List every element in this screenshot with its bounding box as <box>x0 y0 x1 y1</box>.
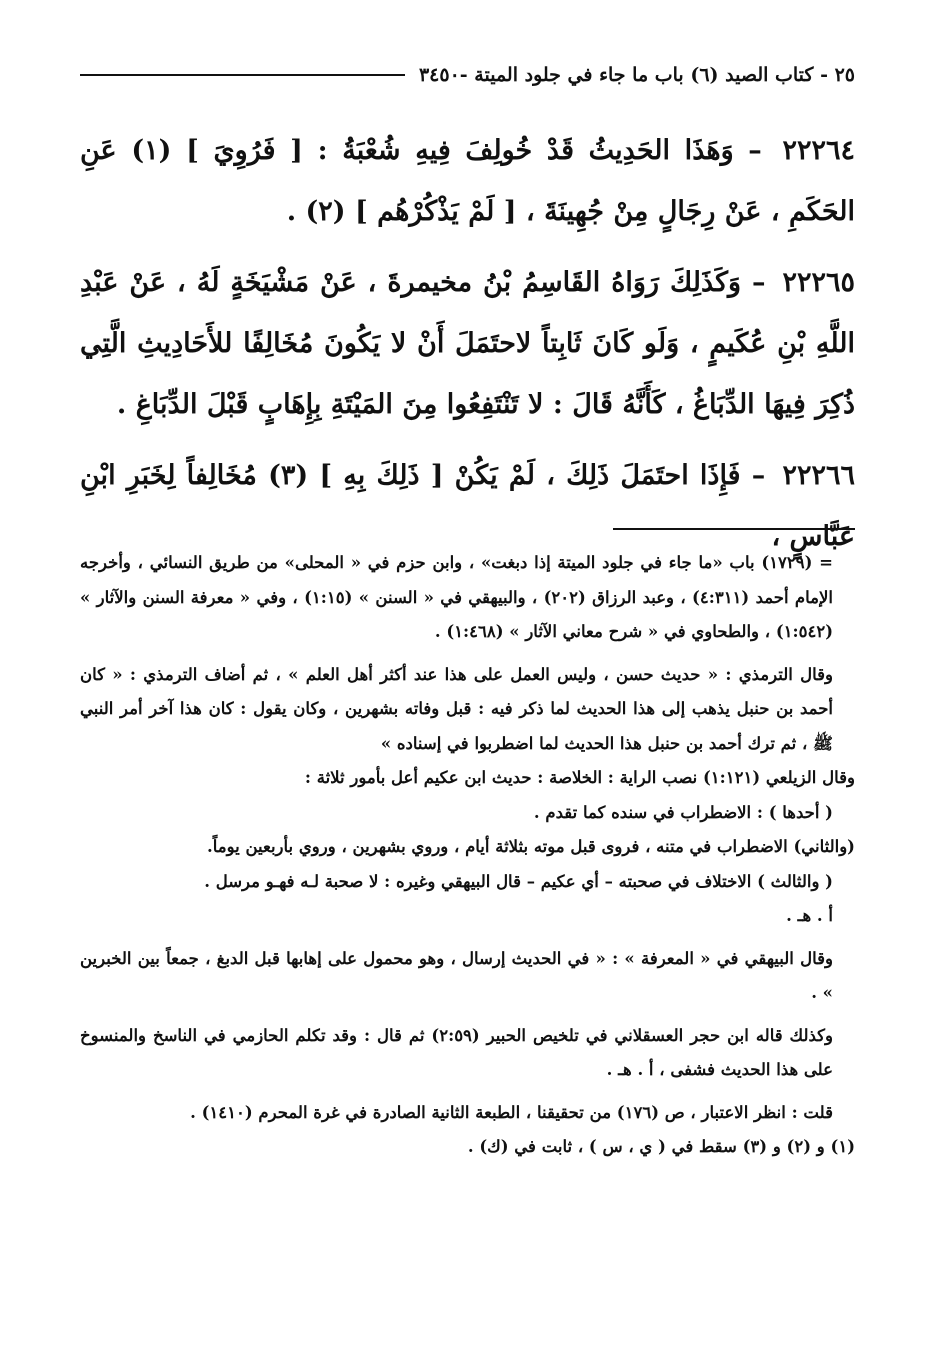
paragraph <box>80 252 855 435</box>
header-rule <box>80 74 405 76</box>
footnote-line: (والثاني) الاضطراب في متنه ، فروى قبل موته بثلاثة أيام ، وروي بشهرين ، وروي بأربعين يوماً. <box>206 837 855 856</box>
paragraph-number: ٢٢٢٦٥ <box>782 267 855 298</box>
footnote-line: (١) و (٢) و (٣) سقط في ( ي ، س ) ، ثابت في (ك) . <box>467 1137 855 1156</box>
footnote-line: = (١٧٢٩) باب «ما جاء في جلود الميتة إذا دبغت» ، وابن حزم في « المحلى» من طريق النسائي ، وأخرجه الإمام أحمد (٤:٣١١) ، وعبد الرزاق (٢٠٢) ، والبيهقي في « السنن » (١:١٥) ، وفي « معرفة السنن والآثار » (١:٥٤٢) ، والطحاوي في « شرح معاني الآثار » (١:٤٦٨) . <box>80 553 833 641</box>
footnote-line: أ . هـ . <box>786 906 833 925</box>
running-header <box>80 58 855 92</box>
footnote-line: ( والثالث ) الاختلاف في صحبته – أي عكيم – قال البيهقي وغيره : لا صحبة لـه فهـو مرسل . <box>204 871 833 891</box>
paragraph-number: ٢٢٢٦٦ <box>782 460 855 491</box>
main-text <box>80 120 855 577</box>
paragraph-text: – وَهَذَا الحَدِيثُ قَدْ خُولِفَ فِيهِ شُعْبَةُ : [ فَرُوِيَ ] (١) عَنِ الحَكَمِ ، عَنْ رِجَالٍ مِنْ جُهِينَةَ ، [ لَمْ يَذْكُرْهُم ] (٢) . <box>80 135 855 227</box>
header-title: ٢٥ - كتاب الصيد (٦) باب ما جاء في جلود الميتة -٣٤٥٠ <box>418 64 855 86</box>
paragraph-number: ٢٢٢٦٤ <box>782 135 856 166</box>
footnote-line: وقال الزيلعي (١:١٢١) نصب الراية : الخلاصة : حديث ابن عكيم أعل بأمور ثلاثة : <box>304 768 855 787</box>
footnote-line: قلت : انظر الاعتبار ، ص (١٧٦) من تحقيقنا ، الطبعة الثانية الصادرة في غرة المحرم (١٤١٠) . <box>190 1102 833 1122</box>
paragraph-text: – فَإِذَا احتَمَلَ ذَلِكَ ، لَمْ يَكُنْ [ ذَلِكَ بِهِ ] (٣) مُخَالِفاً لِخَبَرِ ابْنِ عَبَّاسٍ ، <box>80 460 855 552</box>
footnote-separator <box>613 528 855 530</box>
paragraph <box>80 120 855 242</box>
footnote-line: وكذلك قاله ابن حجر العسقلاني في تلخيص الحبير (٢:٥٩) ثم قال : وقد تكلم الحازمي في الناسخ والمنسوخ على هذا الحديث فشفى ، أ . هـ . <box>80 1025 833 1079</box>
footnote-line: وقال البيهقي في « المعرفة » : « في الحديث إرسال ، وهو محمول على إهابها قبل الدبغ ، جمعاً بين الخبرين » . <box>80 948 833 1002</box>
footnote-line: ( أحدها ) : الاضطراب في سنده كما تقدم . <box>533 802 833 822</box>
footnotes <box>80 546 855 1165</box>
footnote-line: وقال الترمذي : « حديث حسن ، وليس العمل على هذا عند أكثر أهل العلم » ، ثم أضاف الترمذي : « كان أحمد بن حنبل يذهب إلى هذا الحديث لما ذكر فيه : قبل وفاته بشهرين ، وكان يقول : كان هذا آخر أمر النبي ﷺ ، ثم ترك أحمد بن حنبل هذا الحديث لما اضطربوا في إسناده » <box>80 664 833 753</box>
paragraph-text: – وَكَذَلِكَ رَوَاهُ القَاسِمُ بْنُ مخيمرةَ ، عَنْ مَشْيَخَةٍ لَهُ ، عَنْ عَبْدِ اللَّهِ بْنِ عُكَيمٍ ، وَلَو كَانَ ثَابِتاً لاحتَمَلَ أَنْ لا يَكُونَ مُخَالِفًا للأَحَادِيثِ الَّتِي ذُكِرَ فِيهَا الدِّبَاغُ ، كَأَنَّهُ قَالَ : لا تَنْتَفِعُوا مِنَ المَيْتَةِ بِإِهَابٍ قَبْلَ الدِّبَاغِ . <box>80 267 855 420</box>
